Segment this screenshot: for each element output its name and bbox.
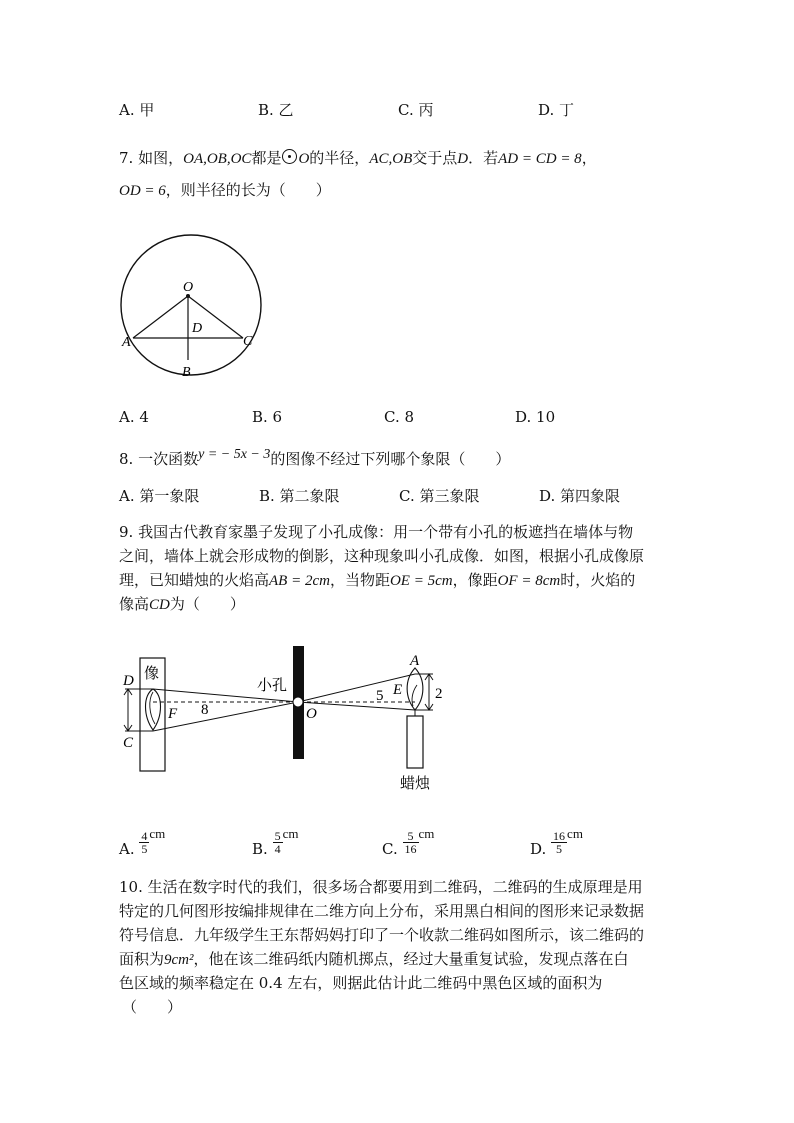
q9-text: 为（ ）: [169, 595, 245, 613]
fraction-numerator: 4: [141, 828, 148, 843]
fraction-denominator: 4: [274, 841, 281, 856]
q6-option-a[interactable]: A. 甲: [119, 101, 155, 119]
q6-option-d[interactable]: D. 丁: [538, 101, 575, 119]
q7-option-c[interactable]: C. 8: [384, 408, 415, 426]
q9-math-cd: CD: [149, 597, 170, 613]
fraction-numerator: 5: [274, 828, 281, 843]
q8-option-c[interactable]: C. 第三象限: [399, 487, 480, 505]
q9-stem-line1: 9. 我国古代教育家墨子发现了小孔成像：用一个带有小孔的板遮挡在墙体与物: [119, 523, 634, 541]
label-c: C: [123, 735, 134, 751]
q8-option-d[interactable]: D. 第四象限: [539, 487, 621, 505]
label-a: A: [410, 653, 420, 669]
option-letter: C.: [382, 840, 398, 858]
q7-option-d[interactable]: D. 10: [515, 408, 556, 426]
unit: cm: [282, 826, 299, 841]
q9-option-d[interactable]: [530, 826, 583, 858]
q7-stem-line1: [119, 146, 597, 171]
q9-text: ，当物距: [329, 571, 390, 589]
unit: cm: [149, 826, 166, 841]
object-height-value: 2: [435, 686, 443, 702]
q10-stem-line6: （ ）: [122, 998, 183, 1016]
q7-text: 的半径，: [309, 149, 370, 167]
q9-option-c[interactable]: [382, 826, 434, 858]
q6-option-b[interactable]: B. 乙: [258, 101, 294, 119]
q7-text: ．若: [468, 149, 499, 167]
q10-text: ，他在该二维码纸内随机掷点，经过大量重复试验，发现点落在白: [193, 950, 629, 968]
option-letter: A.: [119, 840, 135, 858]
q6-option-c[interactable]: C. 丙: [398, 101, 434, 119]
q7-math-point: D: [457, 151, 469, 167]
label-b: B: [182, 365, 191, 380]
label-a: A: [122, 335, 131, 350]
fraction-numerator: 5: [403, 830, 419, 843]
q8-math-function: y = − 5x − 3: [198, 447, 271, 462]
q9-stem-line2: 之间，墙体上就会形成物的倒影，这种现象叫小孔成像．如图，根据小孔成像原: [119, 547, 645, 565]
unit: cm: [418, 826, 435, 841]
q7-option-b[interactable]: B. 6: [252, 408, 283, 426]
fraction: [273, 830, 283, 855]
q7-text: ，: [581, 149, 597, 167]
q8-option-b[interactable]: B. 第二象限: [259, 487, 340, 505]
q7-math-chords: AC,OB: [369, 151, 413, 167]
q7-text: ，则半径的长为（ ）: [165, 181, 331, 199]
label-o: O: [306, 706, 317, 722]
fraction: [403, 830, 419, 855]
q10-stem-line1: 10. 生活在数字时代的我们，很多场合都要用到二维码，二维码的生成原理是用: [119, 878, 643, 896]
fraction-denominator: 5: [556, 841, 563, 856]
image-label: 像: [144, 666, 160, 682]
fraction-denominator: 16: [404, 841, 417, 856]
q8-text: 一次函数: [138, 450, 199, 468]
candle-body: [407, 716, 423, 768]
label-o: O: [183, 280, 194, 295]
q9-text: 像高: [119, 595, 150, 613]
unit: cm: [567, 826, 583, 841]
circle: [121, 235, 261, 375]
q7-option-a[interactable]: A. 4: [119, 408, 149, 426]
q10-stem-line4: [119, 947, 629, 972]
q10-stem-line3: 符号信息．九年级学生王东帮妈妈打印了一个收款二维码如图所示，该二维码的: [119, 926, 645, 944]
label-d: D: [123, 673, 134, 689]
fraction: [551, 830, 567, 855]
q9-text: 理，已知蜡烛的火焰高: [119, 571, 270, 589]
circle-symbol: [282, 149, 297, 164]
q8-option-a[interactable]: A. 第一象限: [119, 487, 200, 505]
q7-text: 都是: [251, 149, 282, 167]
hole-label: 小孔: [257, 678, 288, 694]
q10-text: 面积为: [119, 950, 165, 968]
label-e: E: [393, 682, 403, 698]
q7-text: 如图，: [138, 149, 184, 167]
q9-pinhole-figure: [115, 640, 445, 800]
q7-circle-figure: [112, 228, 272, 384]
q10-stem-line5: 色区域的频率稳定在 0.4 左右，则据此估计此二维码中黑色区域的面积为: [119, 974, 603, 992]
segment-oa: [133, 296, 188, 338]
length-image-distance: 8: [201, 702, 209, 718]
q9-stem-line4: [119, 592, 245, 617]
q7-stem-line2: [119, 178, 331, 203]
q7-math-lengths: AD = CD = 8: [498, 151, 582, 167]
fraction-denominator: 5: [141, 841, 148, 856]
option-letter: B.: [252, 840, 268, 858]
q9-math-ab: AB = 2cm: [269, 573, 330, 589]
q7-math-od: OD = 6: [119, 183, 166, 199]
pinhole: [293, 697, 303, 707]
q10-math-area: 9cm²: [164, 952, 194, 968]
q9-text: ，像距: [452, 571, 498, 589]
label-f: F: [168, 706, 178, 722]
q9-math-oe: OE = 5cm: [389, 573, 453, 589]
fraction-numerator: 16: [553, 828, 566, 843]
label-d: D: [192, 321, 203, 336]
q8-text: 的图像不经过下列哪个象限（ ）: [270, 450, 511, 468]
q7-math-radii: OA,OB,OC: [183, 151, 252, 167]
label-c: C: [243, 334, 253, 349]
q9-text: 时，火焰的: [560, 571, 636, 589]
q8-stem: [119, 443, 510, 471]
q8-number: 8.: [119, 450, 134, 468]
q9-math-of: OF = 8cm: [497, 573, 561, 589]
q9-stem-line3: [119, 568, 635, 593]
q7-number: 7.: [119, 149, 134, 167]
candle-label: 蜡烛: [400, 776, 431, 792]
option-letter: D.: [530, 840, 547, 858]
fraction: [139, 830, 149, 855]
q9-option-a[interactable]: [119, 826, 165, 858]
q9-option-b[interactable]: [252, 826, 298, 858]
q7-math-circle: O: [298, 151, 310, 167]
length-object-distance: 5: [376, 688, 384, 704]
q10-stem-line2: 特定的几何图形按编排规律在二维方向上分布，采用黑白相间的图形来记录数据: [119, 902, 645, 920]
q7-text: 交于点: [412, 149, 458, 167]
